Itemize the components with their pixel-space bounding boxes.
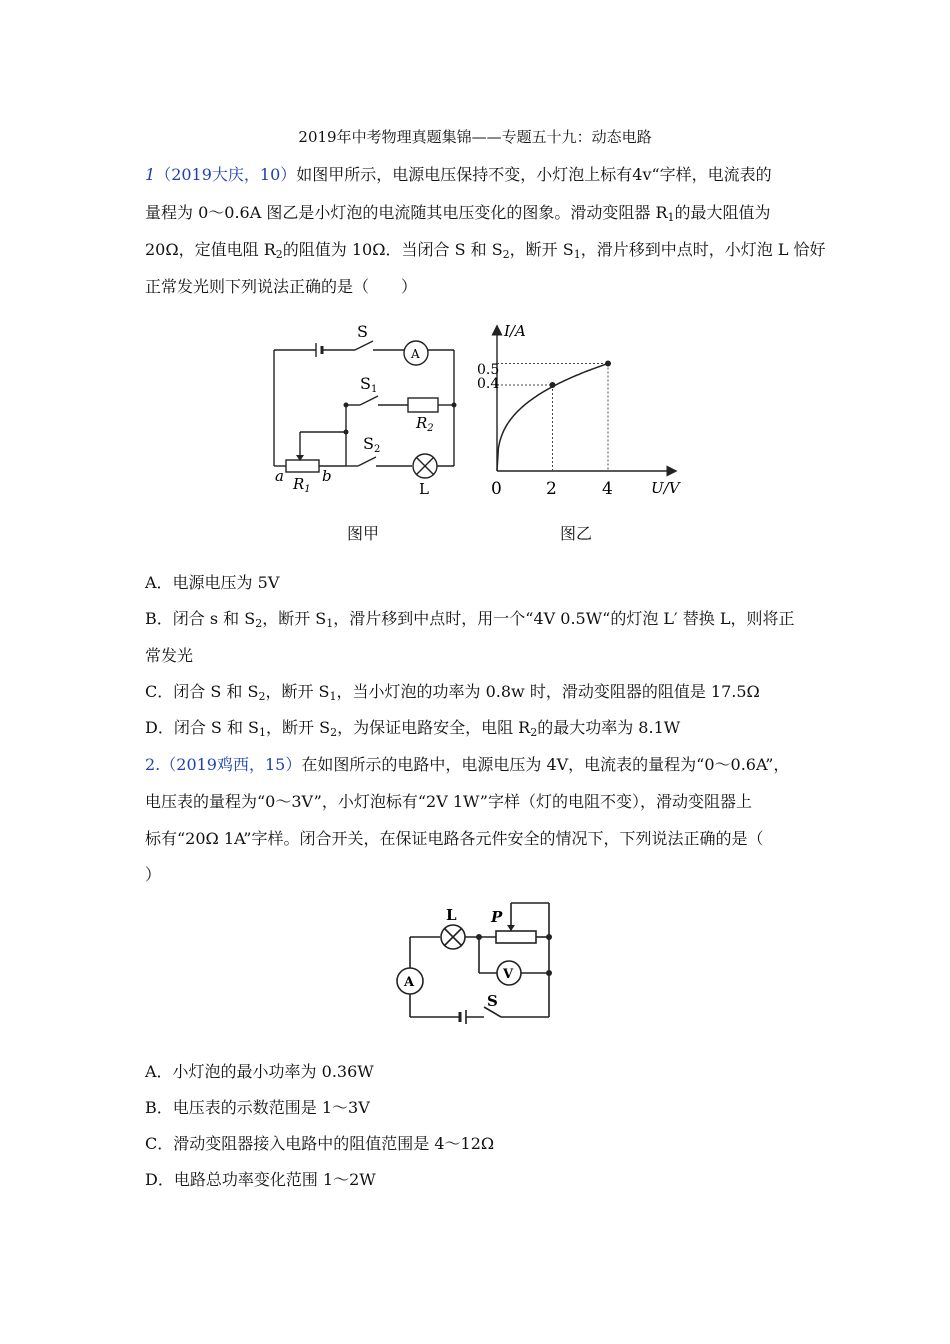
q2-line4: ） bbox=[145, 865, 162, 884]
q1-stem-1: 如图甲所示，电源电压保持不变，小灯泡上标有4v“字样，电流表的 bbox=[296, 165, 772, 184]
q1-option-d: D．闭合 S 和 $S_1$，断开 $S_2$，为保证电路安全，电阻 $R_2$的最大功率为 8.1W bbox=[145, 718, 681, 739]
figure-a-caption: 图甲 bbox=[347, 524, 380, 543]
label-a: A bbox=[404, 975, 415, 990]
x-tick-4: 4 bbox=[602, 479, 613, 499]
figure-b-graph bbox=[470, 316, 690, 502]
q1-option-b: B．闭合 s 和 $S_2$，断开 $S_1$，滑片移到中点时，用一个“4V 0.5W“的灯泡 L′ 替换 L，则将正 bbox=[145, 609, 795, 630]
label-a-end: a bbox=[275, 467, 284, 485]
label-s1: S1 bbox=[360, 374, 378, 395]
label-s: S bbox=[357, 322, 368, 341]
q1-number: 1 bbox=[145, 165, 156, 184]
q2-option-a: A．小灯泡的最小功率为 0.36W bbox=[145, 1062, 374, 1081]
label-r1: $R_1$ bbox=[293, 475, 311, 495]
label-b-end: b bbox=[322, 467, 332, 485]
label-v: V bbox=[503, 967, 514, 982]
rheostat-r1-symbol bbox=[286, 460, 319, 472]
x-tick-2: 2 bbox=[546, 479, 557, 499]
figure-b-caption: 图乙 bbox=[560, 524, 593, 543]
q1-line1 bbox=[145, 162, 772, 185]
q1-line4: 正常发光则下列说法正确的是（ ） bbox=[145, 277, 418, 296]
label-r2: $R_2$ bbox=[416, 414, 434, 434]
q2-line2: 电压表的量程为“0～3V”，小灯泡标有“2V 1W”字样（灯的电阻不变），滑动变阻器上 bbox=[145, 792, 752, 811]
q1-line3: 20Ω，定值电阻 $R_2$的阻值为 10Ω．当闭合 S 和 $S_2$，断开 $S_1$，滑片移到中点时，小灯泡 L 恰好 bbox=[145, 240, 826, 261]
x-axis-label: U/V bbox=[651, 479, 680, 497]
q2-line3: 标有“20Ω 1A”字样。闭合开关，在保证电路各元件安全的情况下，下列说法正确的是（ bbox=[145, 829, 764, 848]
label-l: L bbox=[419, 480, 429, 498]
data-point bbox=[605, 361, 611, 367]
y-tick-05: 0.5 bbox=[477, 362, 500, 378]
x-tick-0: 0 bbox=[491, 479, 502, 499]
q2-option-d: D．电路总功率变化范围 1～2W bbox=[145, 1170, 376, 1189]
q2-option-b: B．电压表的示数范围是 1～3V bbox=[145, 1098, 370, 1117]
page-title: 2019年中考物理真题集锦——专题五十九：动态电路 bbox=[298, 128, 652, 146]
rheostat-symbol bbox=[496, 931, 536, 943]
label-s: S bbox=[487, 992, 498, 1010]
q2-number-source: 2.（2019鸡西，15） bbox=[145, 755, 302, 774]
q2-line1: 2.（2019鸡西，15）在如图所示的电路中，电源电压为 4V，电流表的量程为“0～0.6A”， bbox=[145, 755, 790, 774]
y-axis-label: I/A bbox=[504, 322, 526, 340]
q1-source: （2019大庆，10） bbox=[155, 165, 297, 184]
q1-option-c: C．闭合 S 和 $S_2$，断开 $S_1$，当小灯泡的功率为 0.8w 时，滑动变阻器的阻值是 17.5Ω bbox=[145, 682, 760, 703]
y-tick-04: 0.4 bbox=[477, 376, 500, 392]
label-p: P bbox=[491, 908, 503, 926]
data-point bbox=[550, 382, 556, 388]
q1-option-b-cont: 常发光 bbox=[145, 646, 194, 665]
q2-option-c: C．滑动变阻器接入电路中的阻值范围是 4～12Ω bbox=[145, 1134, 495, 1153]
q1-line2: 量程为 0～0.6A 图乙是小灯泡的电流随其电压变化的图象。滑动变阻器 $R_1$的最大阻值为 bbox=[145, 203, 771, 224]
figure-a-circuit bbox=[262, 318, 472, 498]
figure-q2-circuit bbox=[388, 896, 560, 1030]
label-ammeter-a: A bbox=[411, 347, 420, 361]
q1-option-a: A．电源电压为 5V bbox=[145, 573, 280, 592]
label-l: L bbox=[446, 906, 457, 924]
resistor-r2-symbol bbox=[408, 398, 438, 412]
label-s2: S2 bbox=[363, 434, 381, 455]
